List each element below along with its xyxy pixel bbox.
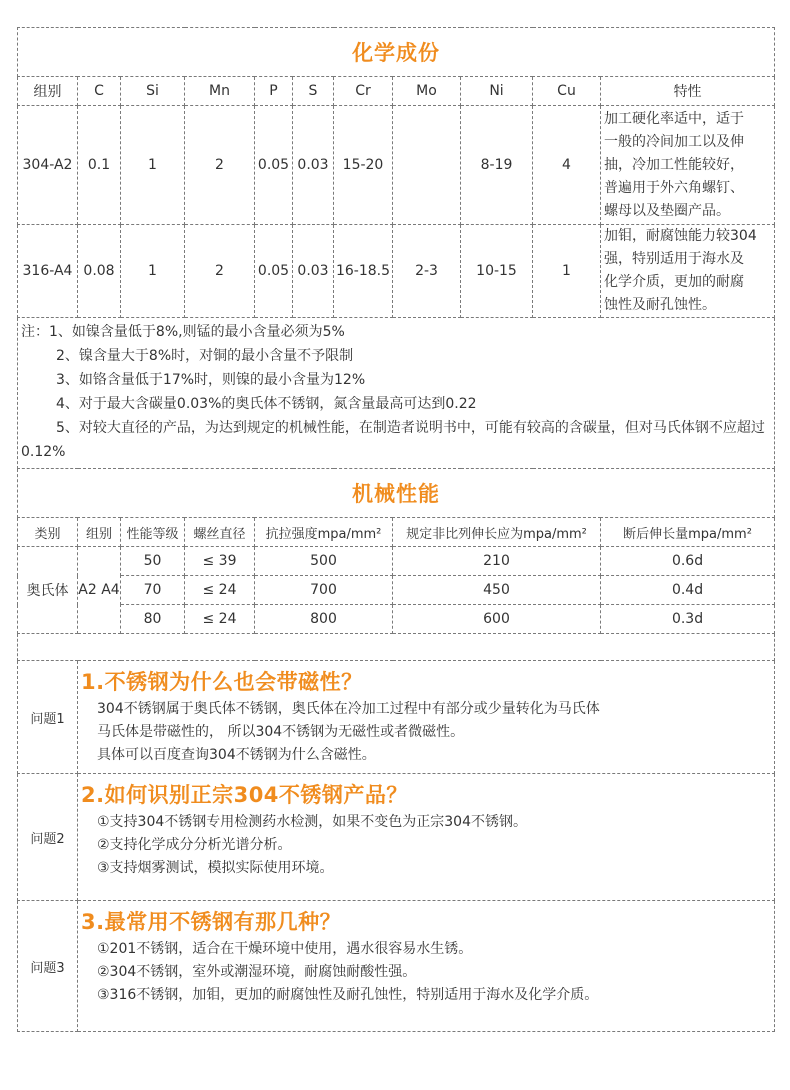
answer-cell [78, 774, 775, 901]
table-row [18, 547, 775, 576]
answer-line: ③支持烟雾测试，模拟实际使用环境。 [97, 860, 334, 876]
table-cell: 304-A2 [18, 106, 78, 225]
mech-header: 性能等级 [121, 518, 185, 547]
chem-header: Cr [334, 77, 393, 106]
chem-header: C [78, 77, 121, 106]
table-cell: 0.05 [255, 106, 293, 225]
question-label: 问题3 [18, 901, 78, 1032]
answer-line: ②304不锈钢，室外或潮湿环境，耐腐蚀耐酸性强。 [97, 964, 417, 980]
table-cell [393, 106, 461, 225]
table-cell: 1 [533, 225, 601, 318]
table-cell: 1 [121, 106, 185, 225]
table-cell: 2 [185, 225, 255, 318]
question-title: 3.最常用不锈钢有那几种？ [81, 910, 342, 934]
property-line: 加钼，耐腐蚀能力较304 [604, 228, 757, 244]
mech-header: 断后伸长量mpa/mm² [601, 518, 775, 547]
table-cell: 0.1 [78, 106, 121, 225]
table-cell: ≤ 24 [185, 576, 255, 605]
table-cell: 15-20 [334, 106, 393, 225]
answer-cell [78, 661, 775, 774]
table-cell: 600 [393, 605, 601, 634]
faq-table [17, 661, 775, 1032]
table-row [18, 106, 775, 225]
property-line: 蚀性及耐孔蚀性。 [604, 297, 716, 313]
property-line: 一般的冷间加工以及伸 [604, 133, 744, 150]
notes-block [18, 318, 775, 469]
chem-header: Si [121, 77, 185, 106]
chem-title: 化学成份 [18, 28, 775, 77]
mech-header: 抗拉强度mpa/mm² [255, 518, 393, 547]
chem-header: 特性 [601, 77, 775, 106]
table-cell: ≤ 24 [185, 605, 255, 634]
table-cell: 0.08 [78, 225, 121, 318]
mech-header: 螺丝直径 [185, 518, 255, 547]
table-cell: 316-A4 [18, 225, 78, 318]
answer-cell [78, 901, 775, 1032]
property-cell [601, 106, 775, 225]
faq-item [18, 774, 775, 901]
answer-line: ②支持化学成分分析光谱分析。 [97, 837, 292, 853]
group-cell: A2 A4 [78, 547, 121, 634]
table-cell: 80 [121, 605, 185, 634]
note-line: 注：1、如镍含量低于8%,则锰的最小含量必须为5% [21, 324, 345, 340]
chem-header: 组别 [18, 77, 78, 106]
chem-header-row [18, 77, 775, 106]
table-cell: 50 [121, 547, 185, 576]
mech-header: 组别 [78, 518, 121, 547]
spec-sheet [17, 27, 774, 1032]
table-cell: 0.03 [293, 106, 334, 225]
table-cell: 500 [255, 547, 393, 576]
question-title: 1.不锈钢为什么也会带磁性？ [81, 670, 363, 694]
answer-line: ③316不锈钢，加钼，更加的耐腐蚀性及耐孔蚀性，特别适用于海水及化学介质。 [97, 987, 599, 1003]
answer-line: ①支持304不锈钢专用检测药水检测，如果不变色为正宗304不锈钢。 [97, 814, 527, 830]
mech-title: 机械性能 [18, 469, 775, 518]
question-title: 2.如何识别正宗304不锈钢产品？ [81, 783, 408, 807]
faq-item [18, 661, 775, 774]
answer-line: 马氏体是带磁性的， 所以304不锈钢为无磁性或者微磁性。 [97, 724, 465, 740]
answer-line: 304不锈钢属于奥氏体不锈钢，奥氏体在冷加工过程中有部分或少量转化为马氏体 [97, 701, 600, 717]
property-line: 强，特别适用于海水及 [604, 251, 744, 267]
table-row [18, 576, 775, 605]
property-line: 化学介质，更加的耐腐 [604, 274, 744, 290]
mech-header: 规定非比列伸长应为mpa/mm² [393, 518, 601, 547]
table-cell: 700 [255, 576, 393, 605]
answer-line: ①201不锈钢，适合在干燥环境中使用，遇水很容易水生锈。 [97, 941, 473, 957]
answer-line: 具体可以百度查询304不锈钢为什么含磁性。 [97, 747, 376, 763]
table-cell: 10-15 [461, 225, 533, 318]
chem-header: S [293, 77, 334, 106]
table-cell: 0.03 [293, 225, 334, 318]
table-cell: ≤ 39 [185, 547, 255, 576]
note-line: 2、镍含量大于8%时，对铜的最小含量不予限制 [56, 348, 354, 364]
mech-header-row [18, 518, 775, 547]
table-cell: 8-19 [461, 106, 533, 225]
table-cell: 0.3d [601, 605, 775, 634]
mech-header: 类别 [18, 518, 78, 547]
table-cell: 0.6d [601, 547, 775, 576]
table-cell: 210 [393, 547, 601, 576]
table-row [18, 605, 775, 634]
table-cell: 0.05 [255, 225, 293, 318]
mech-table [17, 469, 775, 661]
chem-table [17, 27, 775, 469]
chem-header: Mn [185, 77, 255, 106]
table-cell: 16-18.5 [334, 225, 393, 318]
note-line: 5、对较大直径的产品，为达到规定的机械性能，在制造者说明书中，可能有较高的含碳量，但对马氏体钢不应超过0.12% [21, 420, 765, 460]
category-cell: 奥氏体 [18, 547, 78, 634]
table-cell: 70 [121, 576, 185, 605]
chem-header: P [255, 77, 293, 106]
spacer-row [18, 634, 775, 661]
table-cell: 2-3 [393, 225, 461, 318]
property-cell [601, 225, 775, 318]
question-label: 问题1 [18, 661, 78, 774]
table-cell: 800 [255, 605, 393, 634]
table-cell: 1 [121, 225, 185, 318]
property-line: 加工硬化率适中，适于 [604, 110, 744, 127]
table-cell: 450 [393, 576, 601, 605]
question-label: 问题2 [18, 774, 78, 901]
chem-header: Ni [461, 77, 533, 106]
chem-header: Cu [533, 77, 601, 106]
table-cell: 4 [533, 106, 601, 225]
note-line: 3、如铬含量低于17%时，则镍的最小含量为12% [56, 372, 366, 388]
property-line: 抽，冷加工性能较好， [604, 156, 744, 173]
property-line: 螺母以及垫圈产品。 [604, 202, 730, 219]
property-line: 普遍用于外六角螺钉、 [604, 179, 744, 196]
table-cell: 0.4d [601, 576, 775, 605]
faq-item [18, 901, 775, 1032]
chem-header: Mo [393, 77, 461, 106]
table-cell: 2 [185, 106, 255, 225]
note-line: 4、对于最大含碳量0.03%的奥氏体不锈钢，氮含量最高可达到0.22 [56, 396, 477, 412]
table-row [18, 225, 775, 318]
